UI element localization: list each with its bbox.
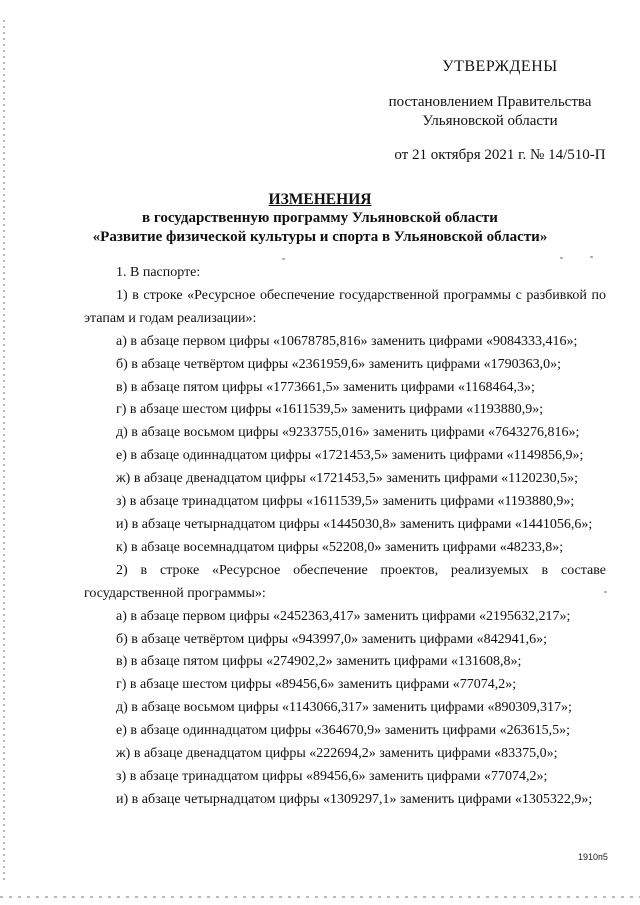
paragraph: з) в абзаце тринадцатом цифры «1611539,5» заменить цифрами «1193880,9»; [116, 494, 575, 510]
scan-edge-artifact [3, 20, 5, 880]
paragraph: и) в абзаце четырнадцатом цифры «1445030,8» заменить цифрами «1441056,6»; [116, 516, 593, 532]
decree-date: от 21 октября 2021 г. № 14/510-П [394, 147, 606, 163]
paragraph: 1. В паспорте: [116, 265, 201, 280]
paragraph: д) в абзаце восьмом цифры «9233755,016» заменить цифрами «7643276,816»; [116, 425, 580, 441]
paragraph: з) в абзаце тринадцатом цифры «89456,6» заменить цифрами «77074,2»; [116, 768, 548, 784]
title-line-3: «Развитие физической культуры и спорта в Ульяновской области» [92, 229, 548, 245]
document-code: 1910п5 [578, 852, 608, 862]
paragraph: ж) в абзаце двенадцатом цифры «1721453,5» заменить цифрами «1120230,5»; [116, 471, 579, 487]
scan-speck [604, 591, 607, 593]
paragraph: г) в абзаце шестом цифры «1611539,5» заменить цифрами «1193880,9»; [116, 402, 544, 418]
paragraph: 1) в строке «Ресурсное обеспечение государственной программы с разбивкой по этапам и годам реализации»: [84, 287, 606, 326]
paragraph: б) в абзаце четвёртом цифры «943997,0» заменить цифрами «842941,6»; [116, 631, 547, 647]
paragraph: б) в абзаце четвёртом цифры «2361959,6» заменить цифрами «1790363,0»; [116, 356, 561, 372]
decree-line-1: постановлением Правительства [388, 94, 592, 110]
title-line-1: ИЗМЕНЕНИЯ [268, 191, 372, 208]
paragraph: к) в абзаце восемнадцатом цифры «52208,0» заменить цифрами «48233,8»; [116, 539, 564, 555]
document-body [84, 262, 606, 812]
approved-heading: УТВЕРЖДЕНЫ [442, 58, 558, 75]
paragraph: 2) в строке «Ресурсное обеспечение проектов, реализуемых в составе государственной программы»: [84, 562, 606, 601]
scan-bottom-artifact [0, 896, 640, 898]
paragraph: е) в абзаце одиннадцатом цифры «364670,9» заменить цифрами «263615,5»; [116, 723, 570, 739]
scan-speck [590, 256, 593, 258]
paragraph: и) в абзаце четырнадцатом цифры «1309297,1» заменить цифрами «1305322,9»; [116, 791, 593, 807]
scan-speck [282, 258, 285, 260]
paragraph: г) в абзаце шестом цифры «89456,6» заменить цифрами «77074,2»; [116, 677, 517, 693]
decree-line-2: Ульяновской области [422, 113, 558, 129]
paragraph: е) в абзаце одиннадцатом цифры «1721453,5» заменить цифрами «1149856,9»; [116, 448, 584, 464]
paragraph: а) в абзаце первом цифры «2452363,417» заменить цифрами «2195632,217»; [116, 608, 571, 624]
paragraph: д) в абзаце восьмом цифры «1143066,317» заменить цифрами «890309,317»; [116, 700, 572, 716]
paragraph: в) в абзаце пятом цифры «274902,2» заменить цифрами «131608,8»; [116, 654, 522, 670]
document-title [80, 190, 560, 247]
paragraph: а) в абзаце первом цифры «10678785,816» заменить цифрами «9084333,416»; [116, 333, 578, 349]
paragraph: ж) в абзаце двенадцатом цифры «222694,2» заменить цифрами «83375,0»; [116, 746, 558, 762]
decree-block [360, 93, 620, 131]
title-line-2: в государственную программу Ульяновской области [142, 210, 498, 226]
scan-speck [560, 257, 563, 259]
paragraph: в) в абзаце пятом цифры «1773661,5» заменить цифрами «1168464,3»; [116, 379, 535, 395]
